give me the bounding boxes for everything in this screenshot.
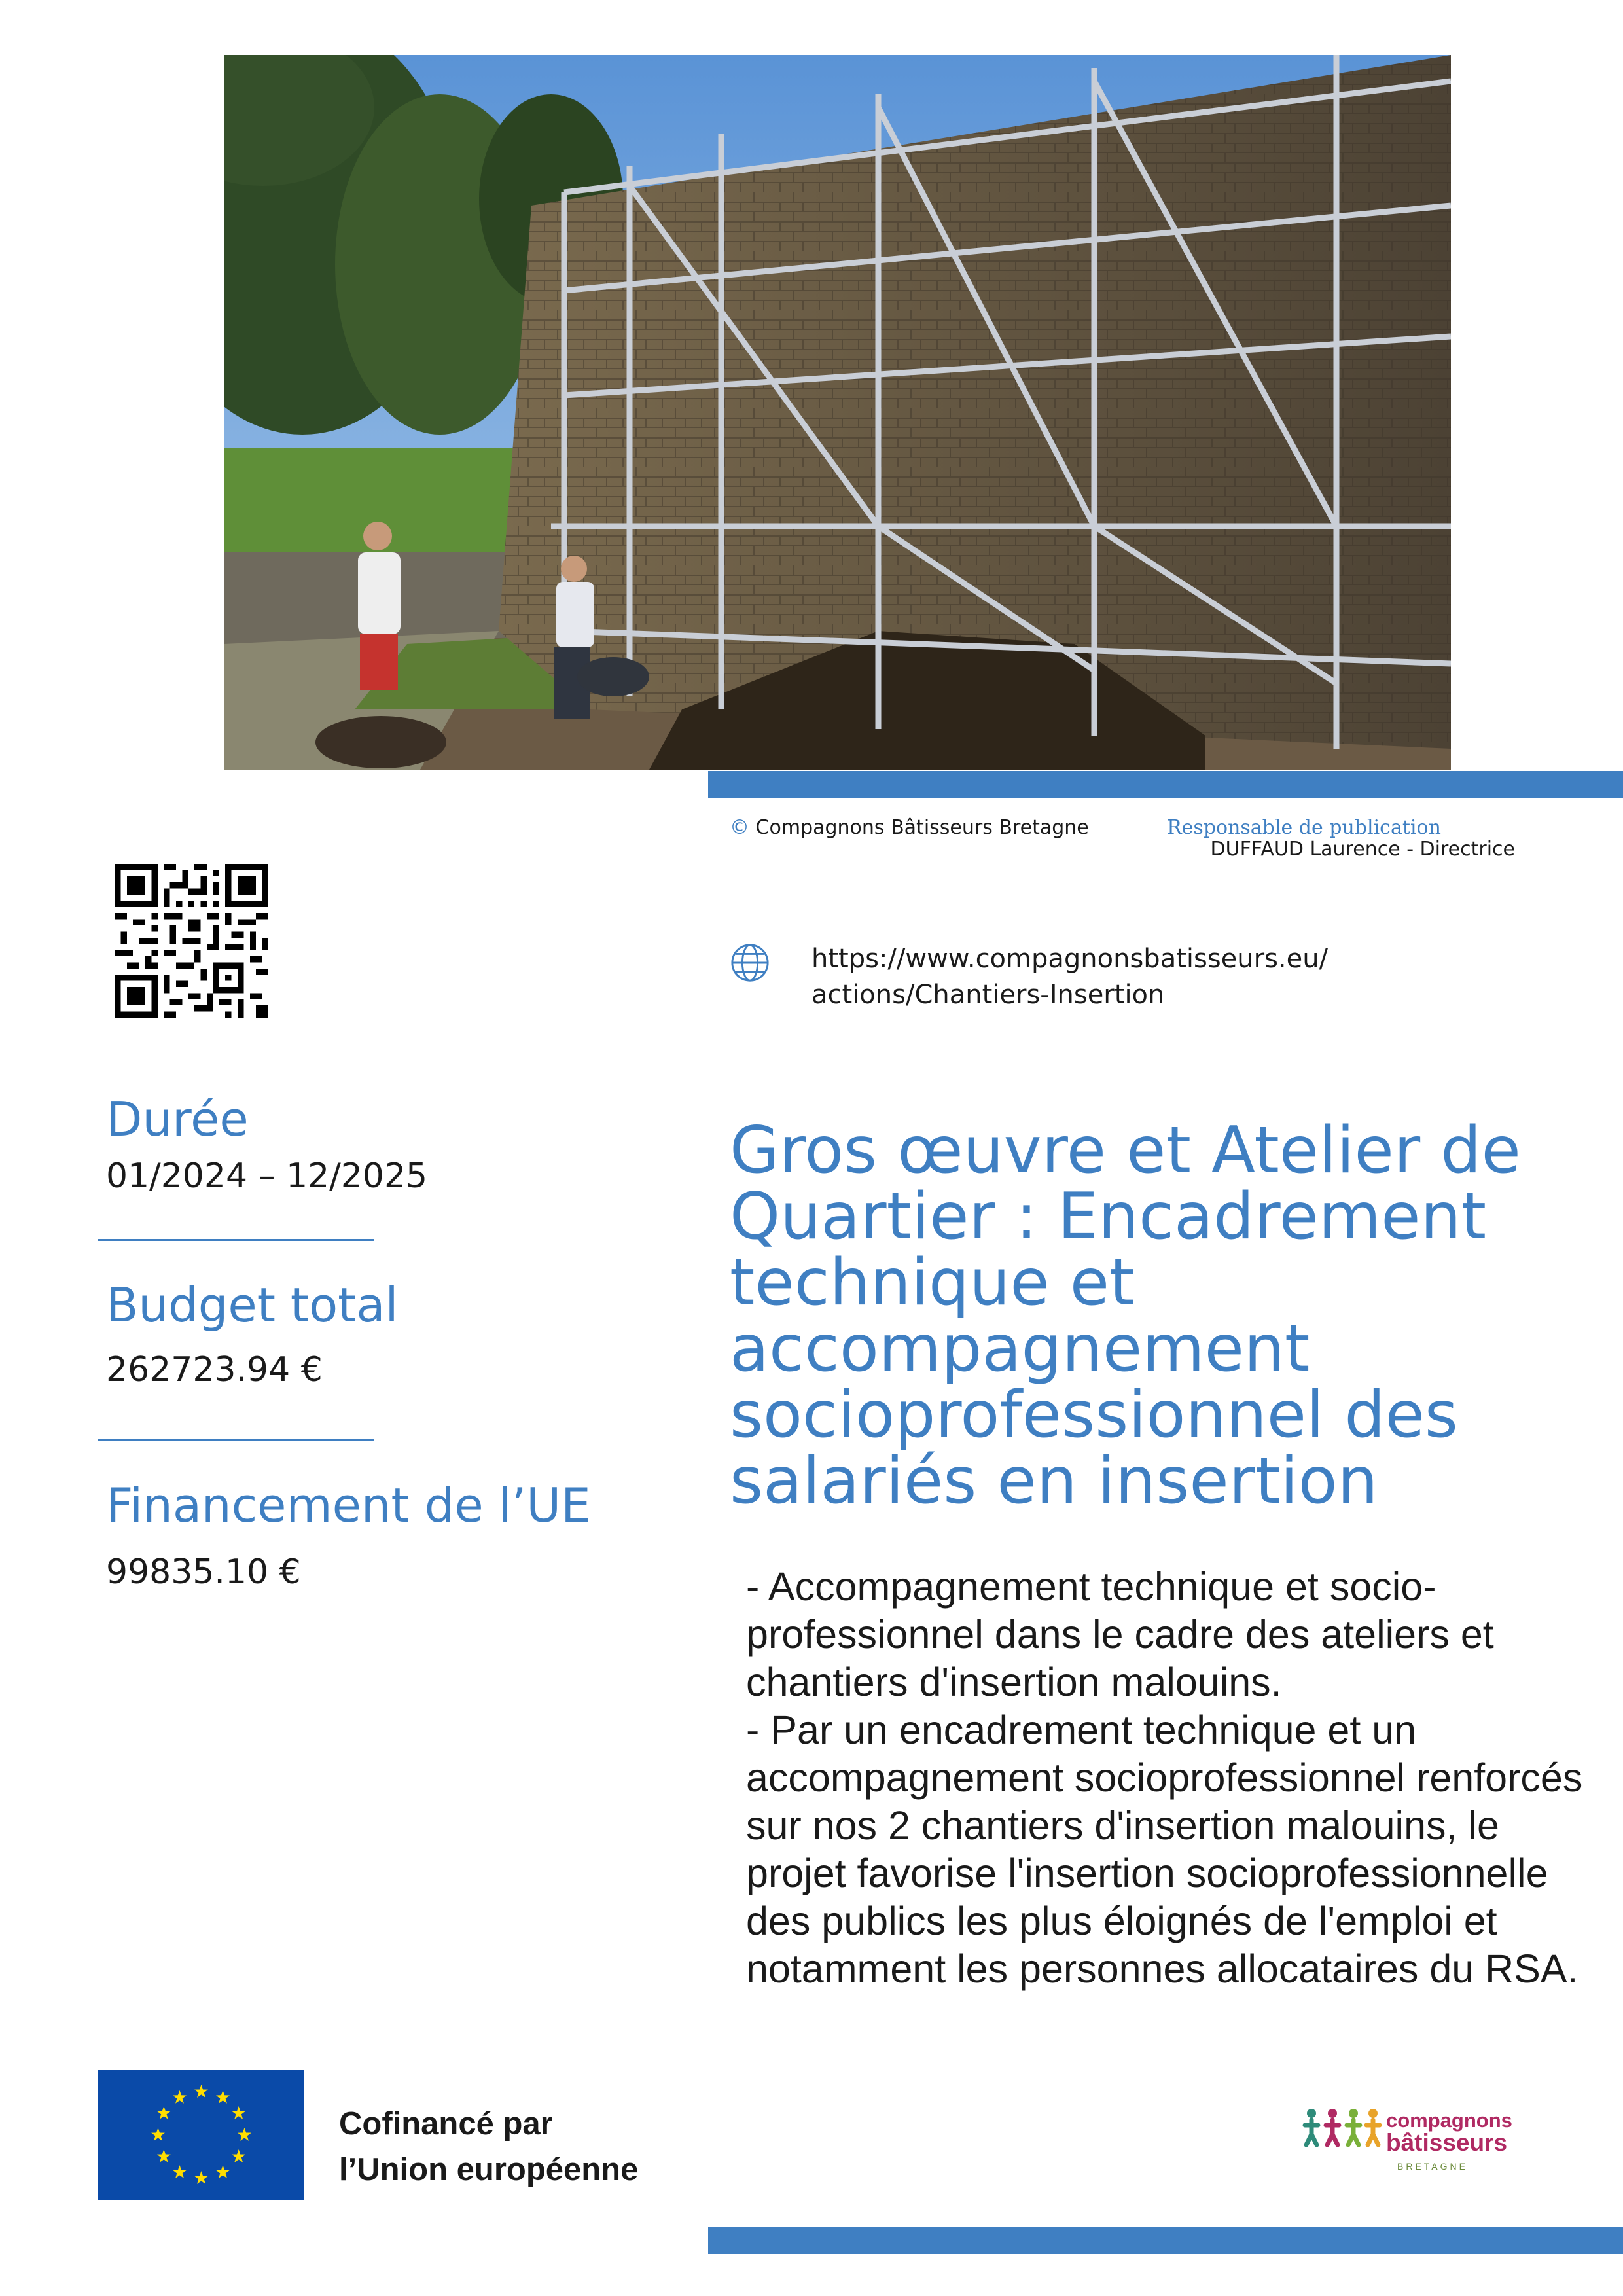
eu-funding-value: 99835.10 € (106, 1552, 301, 1592)
description-paragraph: - Par un encadrement technique et un accompagnement socioprofessionnel renforcés sur nos 2 chantiers d'insertion malouins, le projet favorise l'insertion socioprofessionnelle des publics les plus éloignés de l'emploi et notamment les personnes allocataires du RSA. (746, 1708, 1583, 1991)
construction-site-image (224, 55, 1451, 770)
logo-text-line-1: compagnons (1386, 2109, 1512, 2132)
project-title: Gros œuvre et Atelier de Quartier : Encadrement technique et accompagnement socioprofessionnel des salariés en insertion (730, 1113, 1521, 1518)
eu-cofinancing-text (339, 2101, 638, 2193)
eu-text-line-1: Cofinancé par (339, 2106, 553, 2142)
budget-value: 262723.94 € (106, 1350, 323, 1390)
duration-value: 01/2024 – 12/2025 (106, 1157, 428, 1196)
eu-star-icon (232, 2149, 245, 2162)
qr-code-icon (115, 864, 268, 1018)
logo-text-line-3: BRETAGNE (1397, 2161, 1468, 2172)
qr-code[interactable] (115, 864, 268, 1018)
project-description (746, 1563, 1597, 1993)
url-line-2[interactable]: actions/Chantiers-Insertion (812, 980, 1165, 1010)
eu-star-icon (232, 2106, 245, 2119)
eu-star-icon (157, 2149, 171, 2162)
eu-star-icon (173, 2165, 187, 2178)
globe-icon (730, 942, 770, 983)
eu-star-icon (238, 2128, 251, 2141)
hero-photo (224, 55, 1451, 770)
eu-star-icon (151, 2128, 165, 2141)
bottom-accent-bar (708, 2227, 1623, 2254)
publication-label: Responsable de publication (1167, 816, 1441, 839)
logo-text-line-2: bâtisseurs (1386, 2129, 1508, 2156)
people-icon (1302, 2104, 1387, 2150)
eu-star-icon (173, 2090, 187, 2104)
publication-name: DUFFAUD Laurence - Directrice (1210, 838, 1515, 861)
divider (98, 1439, 374, 1441)
eu-star-icon (194, 2171, 208, 2184)
top-accent-bar (708, 771, 1623, 798)
photo-credit-text: Compagnons Bâtisseurs Bretagne (755, 816, 1089, 839)
copyright-symbol: © (730, 816, 749, 839)
eu-funding-label: Financement de l’UE (106, 1478, 591, 1533)
duration-label: Durée (106, 1092, 249, 1147)
url-line-1[interactable]: https://www.compagnonsbatisseurs.eu/ (812, 944, 1329, 974)
description-paragraph: - Accompagnement technique et socio-professionnel dans le cadre des ateliers et chantiers d'insertion malouins. (746, 1564, 1494, 1704)
website-link[interactable] (812, 941, 1328, 1013)
eu-star-icon (194, 2085, 208, 2098)
eu-stars (98, 2070, 304, 2200)
budget-label: Budget total (106, 1278, 399, 1333)
divider (98, 1239, 374, 1241)
eu-star-icon (216, 2090, 230, 2104)
eu-flag-icon (98, 2070, 304, 2200)
eu-star-icon (216, 2165, 230, 2178)
photo-credit (730, 816, 1089, 839)
eu-text-line-2: l’Union européenne (339, 2152, 639, 2187)
eu-star-icon (157, 2106, 171, 2119)
